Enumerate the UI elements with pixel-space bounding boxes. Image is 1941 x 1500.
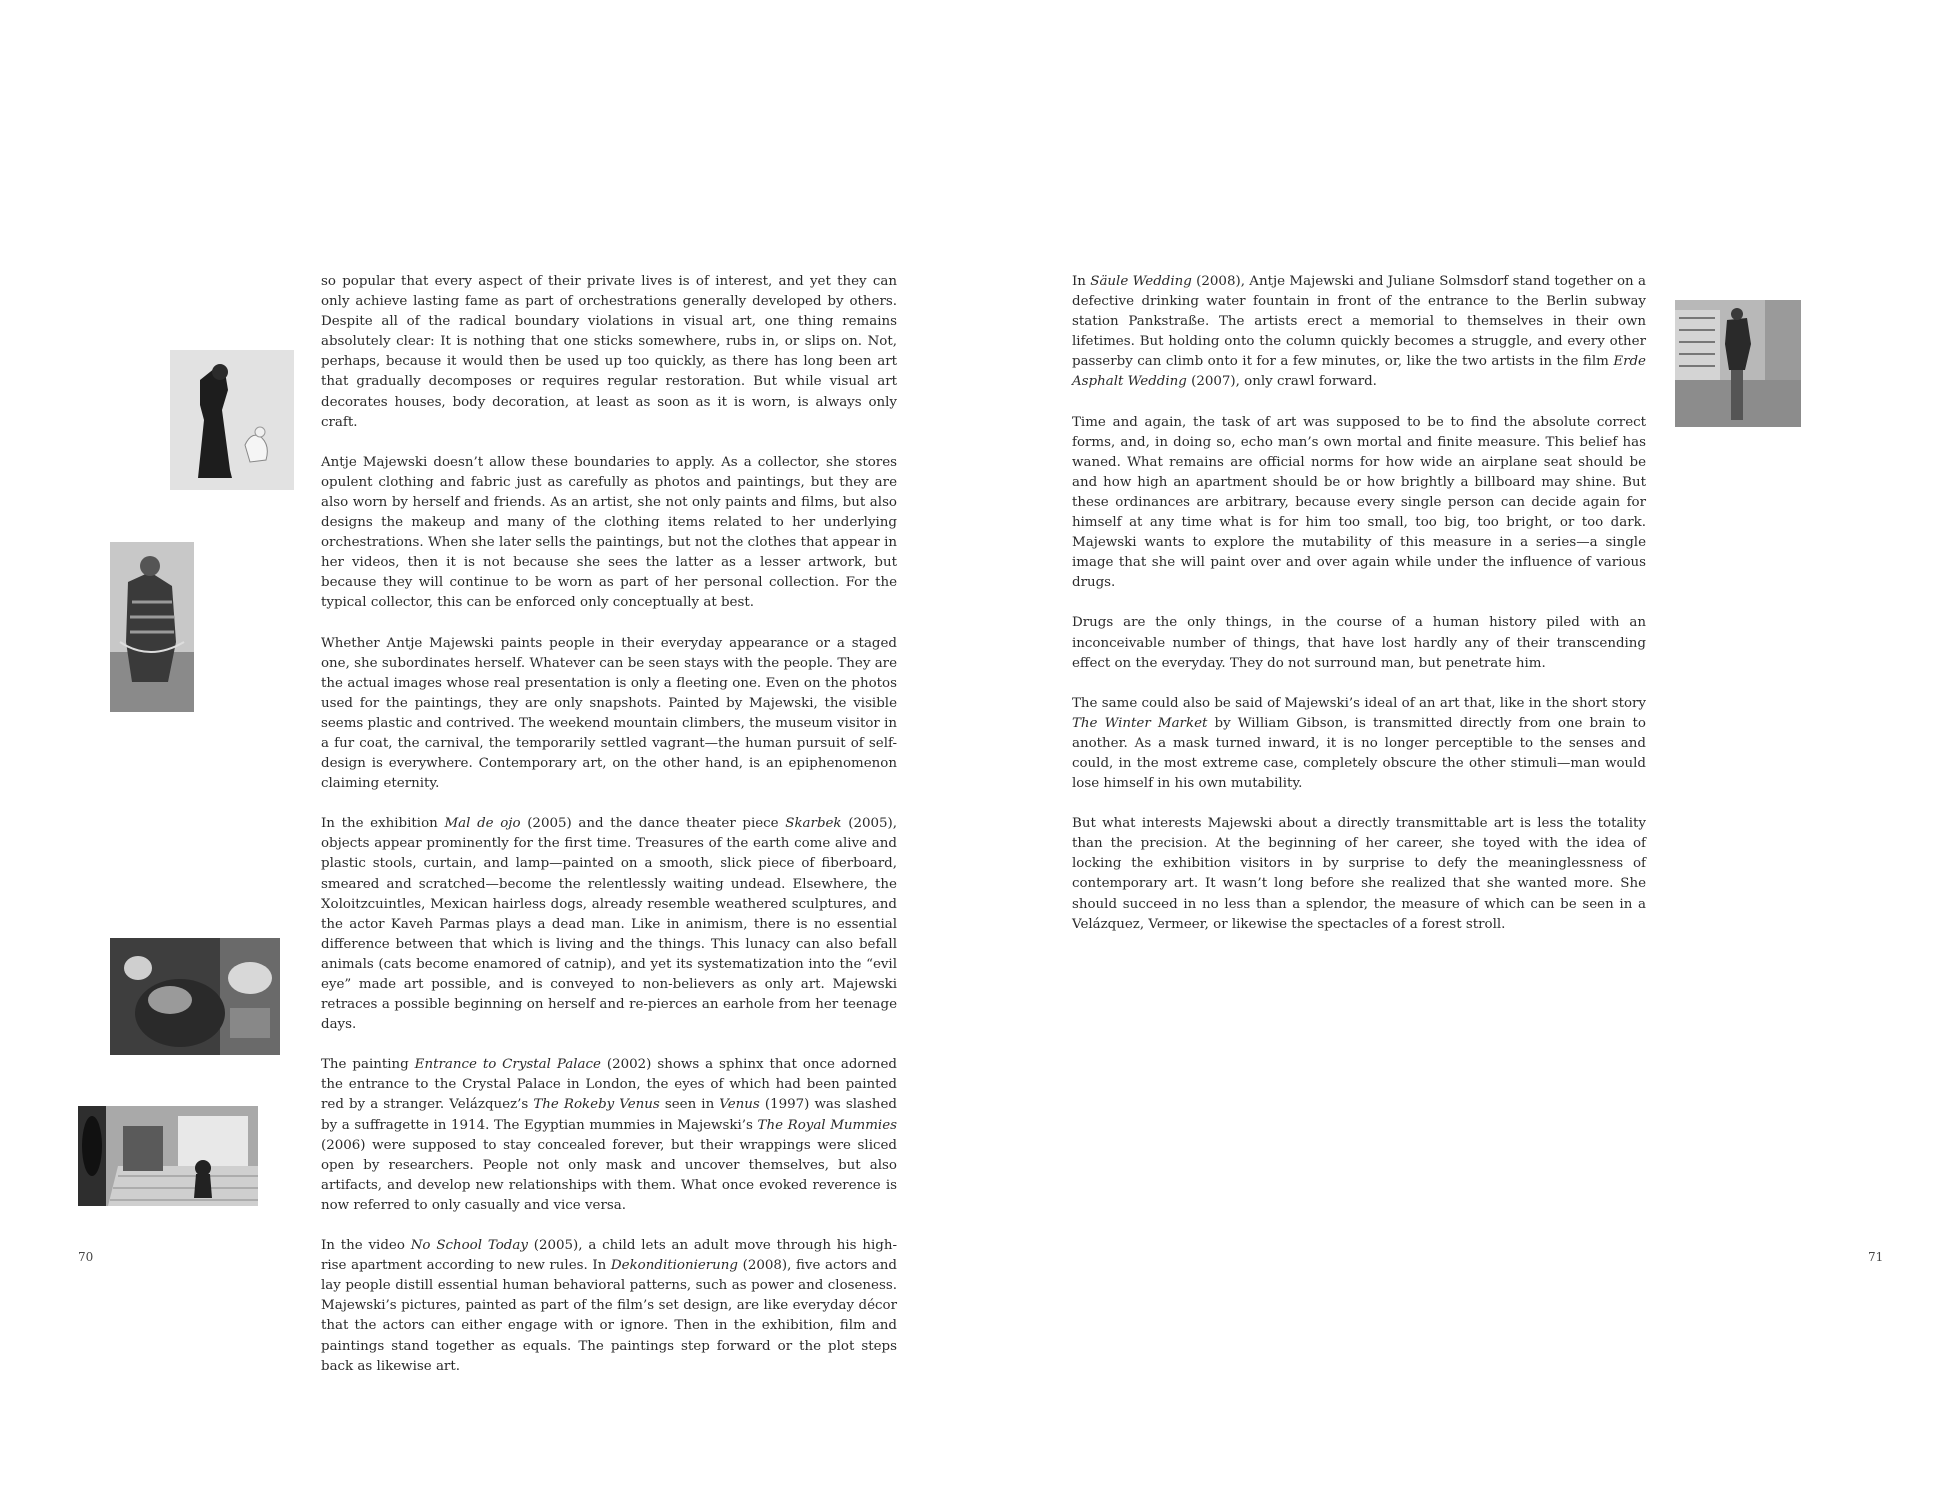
text-run: (2005) and the dance theater piece bbox=[520, 816, 786, 832]
italic-title: Erde Asphalt Wedding bbox=[1072, 354, 1646, 390]
paragraph bbox=[321, 272, 897, 433]
text-run: Whether Antje Majewski paints people in their everyday appearance or a staged one, she subordinates herself. Whatever can be seen stays with the people. They are the actual images whose real presentation is only a fleeting one. Even on the photos used for the paintings, they are only snapshots. Painted by Majewski, the visible seems plastic and contrived. The weekend mountain climbers, the museum visitor in a fur coat, the carnival, the temporarily settled vagrant—the human pursuit of self-design is everywhere. Contemporary art, on the other hand, is an epiphenomenon claiming eternity. bbox=[321, 635, 897, 792]
italic-title: Mal de ojo bbox=[444, 816, 521, 832]
italic-title: The Rokeby Venus bbox=[533, 1097, 660, 1113]
text-run: (1997) was slashed by a suffragette in 1914. The Egyptian mummies in Majewski’s bbox=[321, 1097, 897, 1133]
italic-title: The Winter Market bbox=[1072, 715, 1208, 731]
text-run: (2005), objects appear prominently for the first time. Treasures of the earth come alive and plastic stools, curtain, and lamp—painted on a smooth, slick piece of fiberboard, smeared and scratched—become the relentlessly waiting undead. Elsewhere, the Xoloitzcuintles, Mexican hairless dogs, already resemble weathered sculptures, and the actor Kaveh Parmas plays a dead man. Like in animism, there is no essential difference between that which is living and the things. This lunacy can also befall animals (cats become enamored of catnip), and yet its systematization into the “evil eye” made art possible, and is conveyed to non-believers as only art. Majewski retraces a possible beginning on herself and re-pierces an earhole from her teenage days. bbox=[321, 816, 898, 1033]
paragraph bbox=[1072, 613, 1646, 673]
text-run: (2002) shows a sphinx that once adorned the entrance to the Crystal Palace in London, the eyes of which had been painted red by a stranger. Velázquez’s bbox=[321, 1057, 897, 1113]
text-run: In bbox=[1072, 274, 1091, 289]
text-run: (2006) were supposed to stay concealed forever, but their wrappings were sliced open by researchers. People not only mask and uncover themselves, but also artifacts, and develop new relationships with them. What once evoked reverence is now referred to only casually and vice versa. bbox=[321, 1137, 897, 1213]
text-run: Time and again, the task of art was supposed to be to find the absolute correct forms, and, in doing so, echo man’s own mortal and finite measure. This belief has waned. What remains are official norms for how wide an airplane seat should be and how high an apartment should be or how brightly a billboard may shine. But these ordinances are arbitrary, because every single person can decide again for himself at any time what is for him too small, too big, too bright, or too dark. Majewski wants to explore the mutability of this measure in a series—a single image that she will paint over and over again while under the influence of various drugs. bbox=[1072, 414, 1646, 591]
text-run: Drugs are the only things, in the course of a human history piled with an inconceivable number of things, that have lost hardly any of their transcending effect on the everyday. They do not surround man, but penetrate him. bbox=[1072, 615, 1646, 671]
text-run: In the exhibition bbox=[321, 816, 445, 832]
text-run: so popular that every aspect of their private lives is of interest, and yet they can only achieve lasting fame as part of orchestrations generally developed by others. Despite all of the radical boundary violations in visual art, one thing remains absolutely clear: It is nothing that one sticks somewhere, rubs in, or slips on. Not, perhaps, because it would then be used up too quickly, as there has long been art that gradually decomposes or requires regular restoration. But while visual art decorates houses, body decoration, at least as soon as it is worn, is always only craft. bbox=[321, 274, 897, 430]
italic-title: Dekonditionierung bbox=[610, 1258, 738, 1274]
text-run: Antje Majewski doesn’t allow these boundaries to apply. As a collector, she stores opulent clothing and fabric just as carefully as photos and paintings, but they are also worn by herself and friends. As an artist, she not only paints and films, but also designs the makeup and many of the clothing items related to her underlying orchestrations. When she later sells the paintings, but not the clothes that appear in her videos, then it is not because she sees the latter as a lesser artwork, but because they will continue to be worn as part of her personal collection. For the typical collector, this can be enforced only conceptually at best. bbox=[321, 454, 897, 611]
page-number-left: 70 bbox=[78, 1250, 94, 1264]
text-run: (2008), Antje Majewski and Juliane Solmsdorf stand together on a defective drinking water fountain in front of the entrance to the Berlin subway station Pankstraße. The artists erect a memorial to themselves in their own lifetimes. But holding onto the column quickly becomes a struggle, and every other passerby can climb onto it for a few minutes, or, like the two artists in the film bbox=[1072, 274, 1647, 370]
text-run: by William Gibson, is transmitted directly from one brain to another. As a mask turned inward, it is no longer perceptible to the senses and could, in the most extreme case, completely obscure the other stimuli—man would lose himself in his own mutability. bbox=[1072, 715, 1646, 792]
italic-title: Säule Wedding bbox=[1090, 274, 1192, 289]
paragraph bbox=[321, 453, 897, 614]
photo-dancers bbox=[170, 350, 294, 490]
text-run: (2007), only crawl forward. bbox=[1186, 374, 1377, 390]
paragraph bbox=[1072, 814, 1646, 935]
text-run: (2005), a child lets an adult move through his high-rise apartment according to new rules. In bbox=[321, 1238, 897, 1274]
paragraph bbox=[1072, 694, 1646, 794]
text-run: In the video bbox=[321, 1238, 411, 1254]
text-run: seen in bbox=[659, 1097, 720, 1113]
paragraph bbox=[321, 814, 897, 1035]
paragraph bbox=[1072, 272, 1646, 393]
text-run: The same could also be said of Majewski’s ideal of an art that, like in the short story bbox=[1072, 695, 1646, 711]
paragraph bbox=[321, 634, 897, 795]
photo-apartment bbox=[78, 1106, 258, 1206]
italic-title: Venus bbox=[719, 1097, 760, 1113]
photo-saeule-wedding bbox=[1675, 300, 1801, 427]
photo-climber bbox=[110, 542, 194, 712]
left-page-text bbox=[321, 272, 897, 1397]
paragraph bbox=[1072, 413, 1646, 594]
paragraph bbox=[321, 1236, 897, 1377]
photo-fur-painting bbox=[110, 938, 280, 1055]
paragraph bbox=[321, 1055, 897, 1216]
italic-title: The Royal Mummies bbox=[757, 1117, 897, 1133]
text-run: The painting bbox=[321, 1057, 415, 1073]
page-number-right: 71 bbox=[1868, 1250, 1884, 1264]
text-run: (2008), five actors and lay people distill essential human behavioral patterns, such as power and closeness. Majewski’s pictures, painted as part of the film’s set design, are like everyday décor that the actors can either engage with or ignore. Then in the exhibition, film and paintings stand together as equals. The paintings step forward or the plot steps back as likewise art. bbox=[321, 1258, 898, 1374]
italic-title: Skarbek bbox=[785, 816, 842, 832]
text-run: But what interests Majewski about a directly transmittable art is less the totality than the precision. At the beginning of her career, she toyed with the idea of locking the exhibition visitors in by surprise to defy the meaninglessness of contemporary art. It wasn’t long before she realized that she wanted more. She should succeed in no less than a splendor, the measure of which can be seen in a Velázquez, Vermeer, or likewise the spectacles of a forest stroll. bbox=[1072, 816, 1646, 932]
italic-title: No School Today bbox=[410, 1238, 528, 1254]
italic-title: Entrance to Crystal Palace bbox=[414, 1057, 601, 1073]
right-page-text bbox=[1072, 272, 1646, 955]
